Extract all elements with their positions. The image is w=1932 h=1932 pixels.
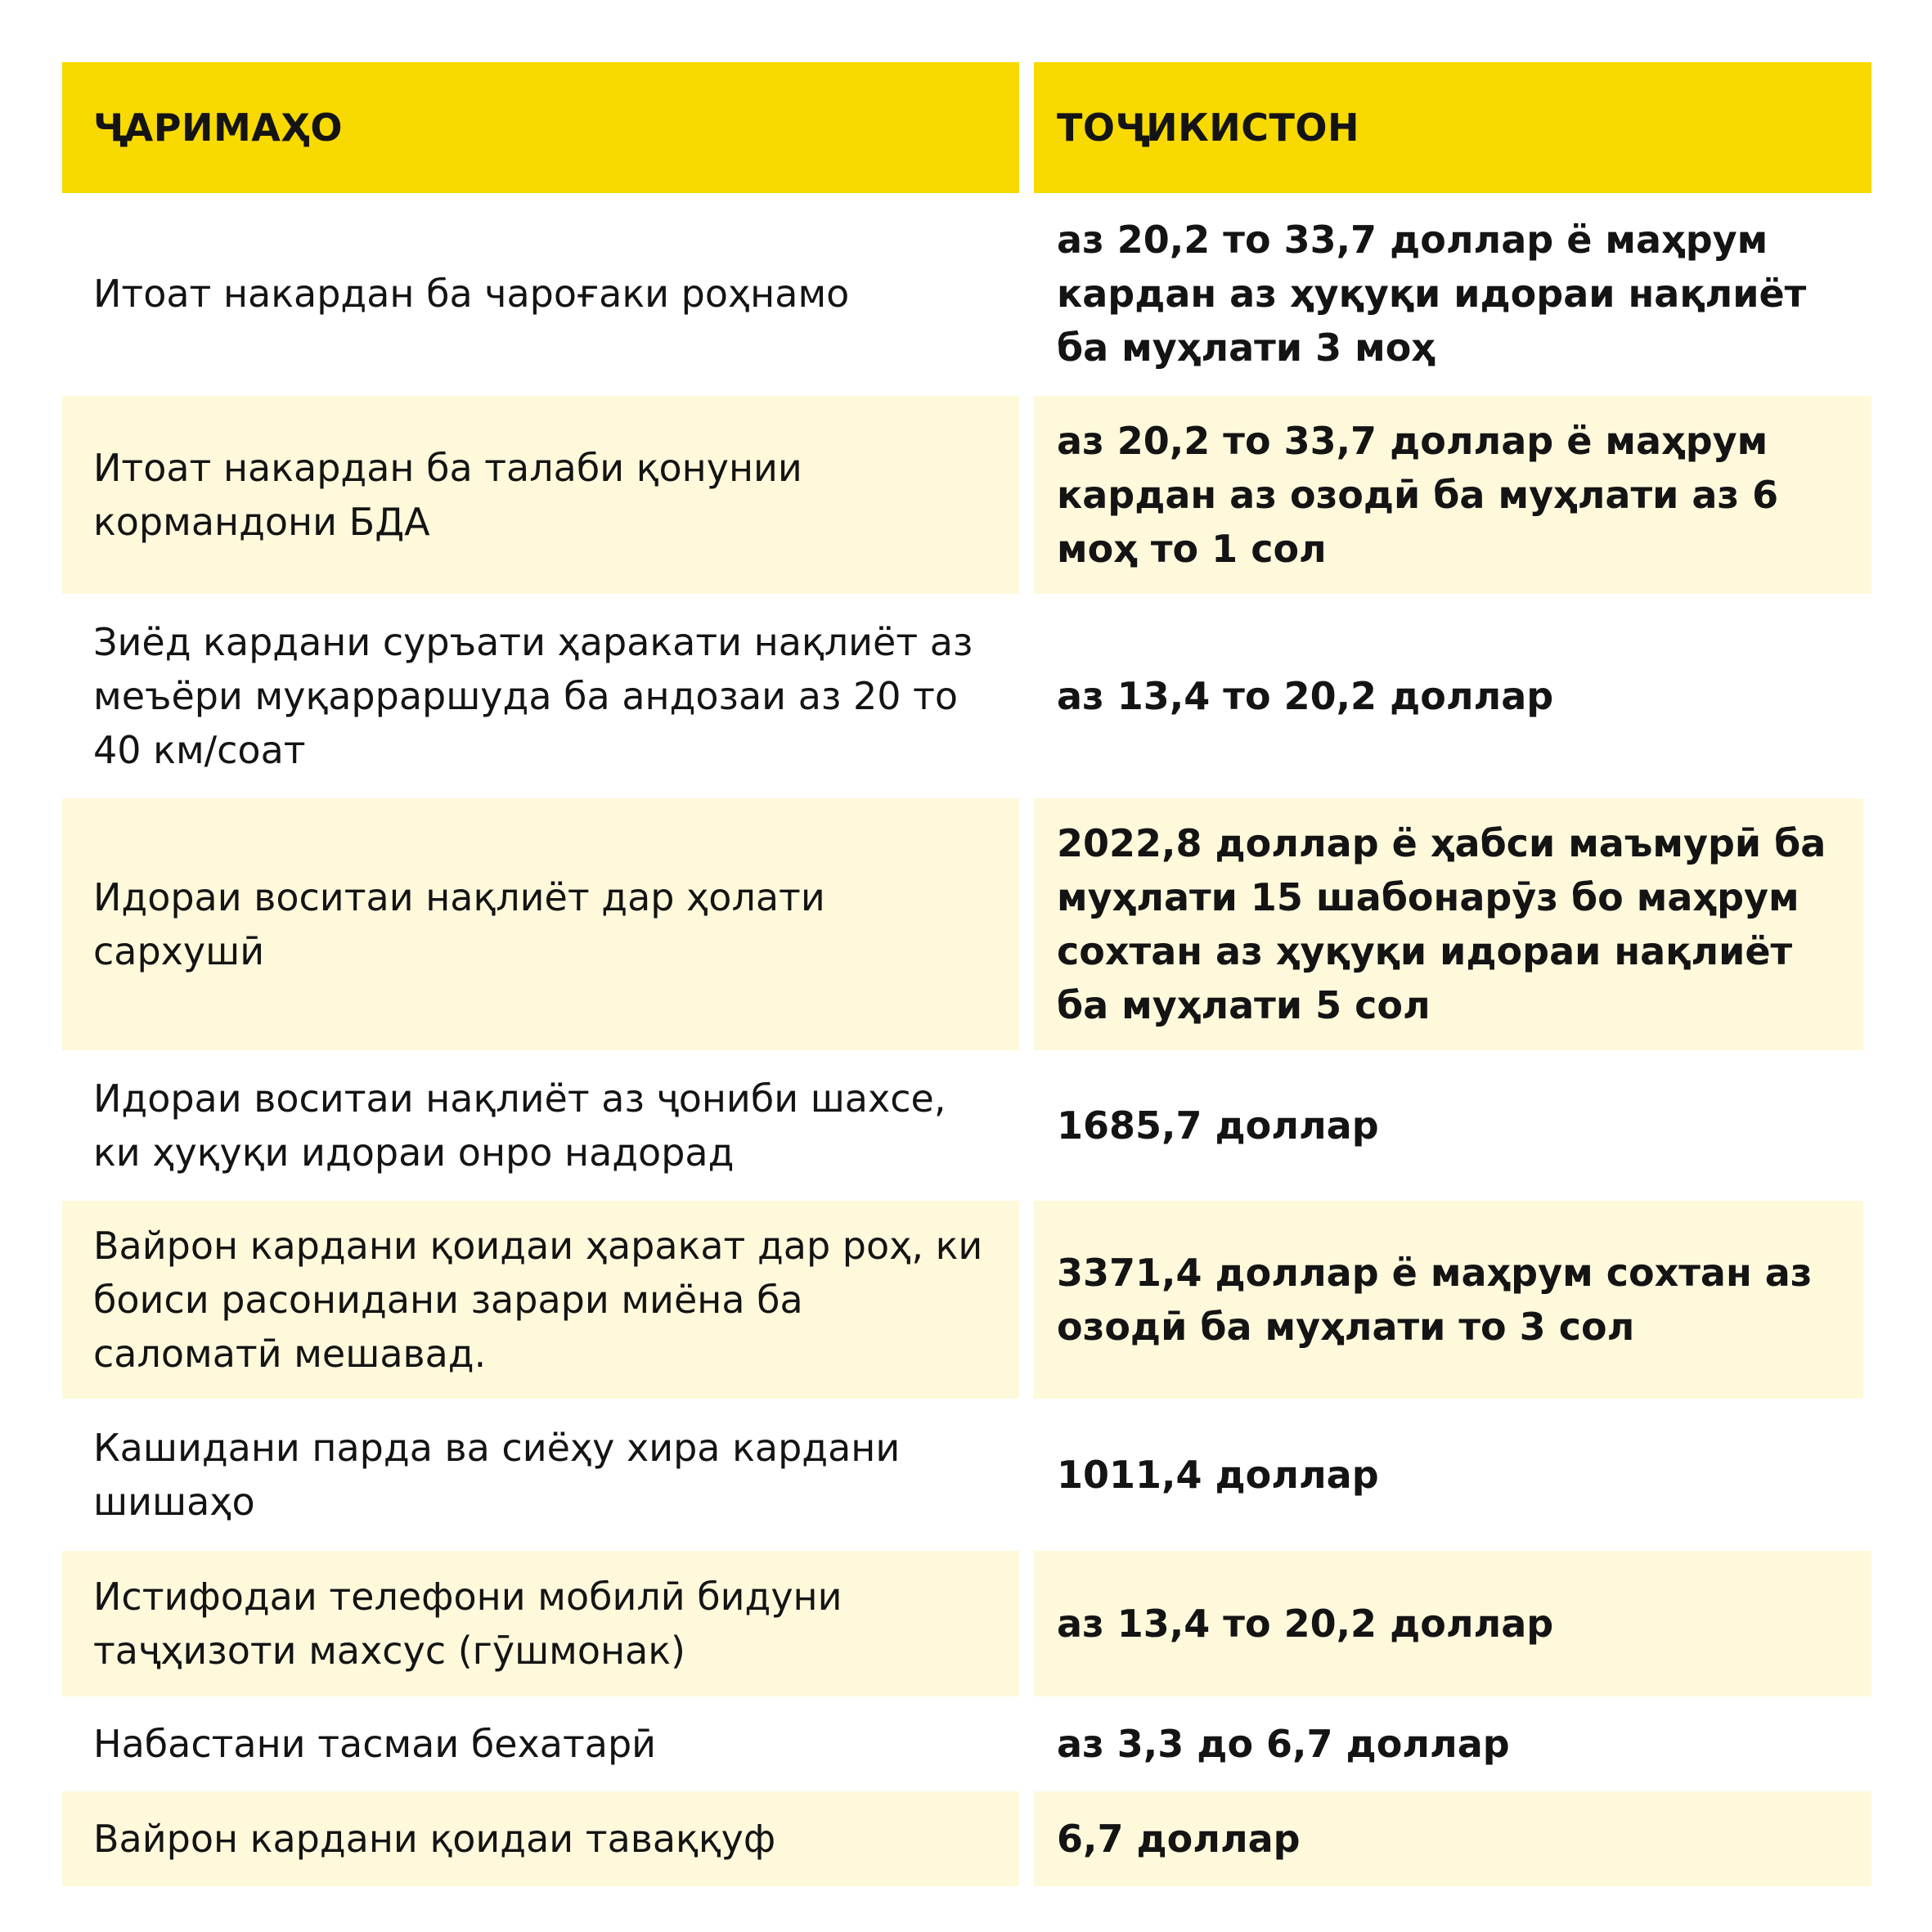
header-fines: ҶАРИМАҲО [62, 62, 1019, 193]
violation-cell: Итоат накардан ба чароғаки роҳнамо [62, 195, 1019, 393]
fine-cell: аз 13,4 то 20,2 доллар [1034, 597, 1871, 795]
fines-table [62, 62, 1871, 1889]
table-row [62, 195, 1871, 393]
header-tajikistan: ТОҶИКИСТОН [1034, 62, 1871, 193]
fine-cell: аз 20,2 то 33,7 доллар ё маҳрум кардан аз озодӣ ба муҳлати аз 6 моҳ то 1 сол [1034, 396, 1871, 594]
table-row [62, 1700, 1871, 1788]
table-row [62, 396, 1871, 594]
fine-cell: аз 13,4 то 20,2 доллар [1034, 1551, 1871, 1696]
table-row [62, 1201, 1871, 1399]
table-row [62, 1791, 1871, 1886]
violation-cell: Идораи воситаи нақлиёт дар ҳолати сархушӣ [62, 798, 1019, 1050]
violation-cell: Набастани тасмаи бехатарӣ [62, 1700, 1019, 1788]
violation-cell: Кашидани парда ва сиёҳу хира кардани шишаҳо [62, 1402, 1019, 1548]
fine-cell: 6,7 доллар [1034, 1791, 1871, 1886]
table-row [62, 1054, 1871, 1197]
fine-cell: аз 3,3 до 6,7 доллар [1034, 1700, 1871, 1788]
fine-cell: 1011,4 доллар [1034, 1402, 1871, 1548]
violation-cell: Вайрон кардани қоидаи таваққуф [62, 1791, 1019, 1886]
fine-cell: 3371,4 доллар ё маҳрум сохтан аз озодӣ ба муҳлати то 3 сол [1034, 1201, 1863, 1399]
table-row [62, 798, 1871, 1050]
violation-cell: Идораи воситаи нақлиёт аз ҷониби шахсе, ки ҳуқуқи идораи онро надорад [62, 1054, 1019, 1197]
table-row [62, 1551, 1871, 1696]
table-header-row [62, 62, 1871, 193]
fine-cell: аз 20,2 то 33,7 доллар ё маҳрум кардан аз ҳуқуқи идораи нақлиёт ба муҳлати 3 моҳ [1034, 195, 1871, 393]
fine-cell: 1685,7 доллар [1034, 1054, 1871, 1197]
fine-cell: 2022,8 доллар ё ҳабси маъмурӣ ба муҳлати 15 шабонарӯз бо маҳрум сохтан аз ҳуқуқи идораи нақлиёт ба муҳлати 5 сол [1034, 798, 1863, 1050]
violation-cell: Истифодаи телефони мобилӣ бидуни таҷҳизоти махсус (гӯшмонак) [62, 1551, 1019, 1696]
violation-cell: Итоат накардан ба талаби қонунии кормандони БДА [62, 396, 1019, 594]
table-row [62, 1402, 1871, 1548]
violation-cell: Вайрон кардани қоидаи ҳаракат дар роҳ, ки боиси расонидани зарари миёна ба саломатӣ мешавад. [62, 1201, 1019, 1399]
violation-cell: Зиёд кардани суръати ҳаракати нақлиёт аз меъёри муқарраршуда ба андозаи аз 20 то 40 км/соат [62, 597, 1019, 795]
table-row [62, 597, 1871, 795]
